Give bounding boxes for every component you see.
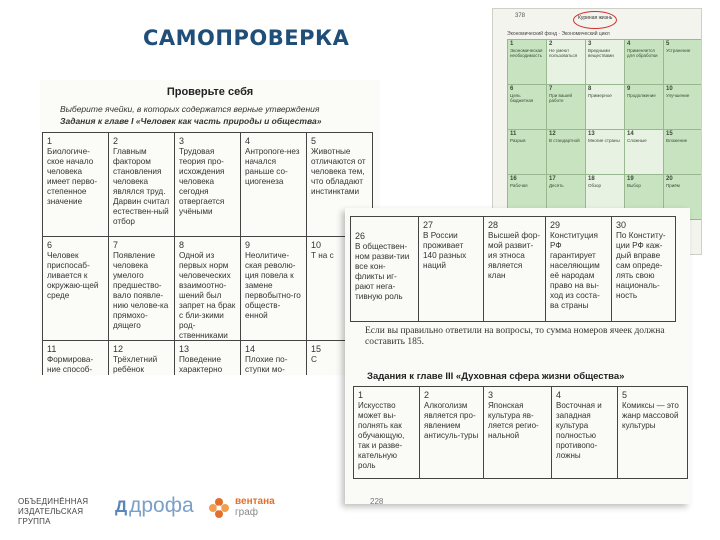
cell-number: 11 [510,131,517,137]
cell-number: 2 [113,136,119,146]
grid-cell [241,237,307,341]
green-grid [507,39,702,220]
cell-text: Вложение [666,138,688,143]
cell-number: 9 [245,240,251,250]
grid-cell [586,85,624,129]
page-heading: Проверьте себя [166,86,254,98]
cell-number: 4 [556,390,562,400]
grid-cell [508,40,546,84]
cell-number: 30 [616,220,627,230]
cell-number: 8 [179,240,185,250]
cell-text: Выбор [627,183,641,188]
cell-text: Улучшение [666,93,690,98]
cell-text: При вашей работе [549,93,572,103]
cell-number: 3 [588,41,592,47]
grid-cell [625,85,663,129]
cell-text: Трудовая теория про-исхождения человека сегодня отвергается учёными [179,147,225,216]
cell-text: Не умеют пользоваться [549,48,578,58]
cell-number: 4 [627,41,631,47]
cell-text: Сложные [627,138,647,143]
grid-cell [43,237,109,341]
cell-text: В обществен-ном разви-тии все кон-фликты иг-рают нега-тивную роль [355,242,410,301]
cell-number: 1 [47,136,53,146]
cell-number: 1 [510,41,514,47]
cell-number: 6 [47,240,53,250]
cell-number: 16 [510,176,517,182]
grid-cell [351,217,419,322]
cell-text: Главным фактором становления человека являлся труд. Дарвин считал естествен-ный отбор [113,147,170,226]
cell-number: 12 [113,344,124,354]
cell-text: Антропоге-нез начался раньше со-циогенеза [245,147,300,186]
grid-cell [175,237,241,341]
cell-number: 29 [550,220,561,230]
cell-number: 7 [549,86,553,92]
cell-number: 27 [423,220,434,230]
grid-cell [664,130,702,174]
cell-number: 5 [666,41,670,47]
cell-text: Японская культура яв-ляется регио-нальной [488,401,539,440]
cell-text: Одной из первых норм человеческих взаимоотно-шений был запрет на брак с бли-зкими род-ственниками [179,251,236,340]
cell-number: 14 [245,344,256,354]
section-heading: Задания к главе I «Человек как часть природы и общества» [60,116,322,126]
grid-cell [612,217,676,322]
cell-number: 14 [627,131,634,137]
cell-text: Человек приспосаб-ливается к окружаю-щей среде [47,251,99,300]
cell-text: Биологиче-ское начало человека имеет перво-степенное значение [47,147,98,206]
grid-cell [43,341,109,375]
ventana-flower-icon [208,497,230,519]
cell-text: Применяется для обработки [627,48,658,58]
ventana-label: вентана [235,496,275,507]
cell-text: Высшей фор-мой развит-ия этноса является клан [488,231,540,280]
answer-grid-chapter-1 [42,132,373,375]
cell-text: Поведение характерно [179,355,223,374]
cell-number: 5 [622,390,628,400]
grid-cell [175,133,241,237]
left-scanned-page [40,80,380,375]
logo-oig: ОБЪЕДИНЁННАЯ ИЗДАТЕЛЬСКАЯ ГРУППА [18,497,89,526]
section-heading-chapter-3: Задания к главе III «Духовная сфера жизни общества» [367,371,625,382]
grid-cell [546,217,612,322]
cell-number: 19 [627,176,634,182]
cell-text: Плохие по-ступки мо- [245,355,288,374]
circled-label: Куриная жизнь [573,11,617,29]
cell-number: 10 [311,240,322,250]
graf-label: граф [235,507,258,518]
drofa-bird-icon: Д [115,497,128,516]
cell-number: 20 [666,176,673,182]
cell-text: Т на с [311,251,334,260]
grid-cell [508,85,546,129]
cell-number: 3 [488,390,494,400]
cell-number: 7 [113,240,119,250]
grid-cell [175,341,241,375]
right-scanned-page [345,208,690,504]
grid-cell [43,133,109,237]
grid-cell [419,217,484,322]
grid-cell [484,217,546,322]
cell-text: Комиксы — это жанр массовой культуры [622,401,679,430]
cell-number: 4 [245,136,251,146]
cell-text: В России проживает 140 разных наций [423,231,467,270]
cell-text: Цель бюджетная [510,93,534,103]
cell-text: В стандартной [549,138,580,143]
cell-text: С [311,355,317,364]
cell-number: 3 [179,136,185,146]
cell-text: Конституция РФ гарантирует населяющим её народам право на вы-ход из соста-ва страны [550,231,600,310]
cell-number: 9 [627,86,631,92]
grid-cell [109,341,175,375]
grid-cell [625,130,663,174]
cell-text: Животные отличаются от человека тем, что обладают инстинктами [311,147,366,196]
slide-title: САМОПРОВЕРКА [143,26,350,50]
cell-number: 1 [358,390,364,400]
cell-text: Устранение [666,48,691,53]
cell-text: Искусство может вы-полнять как обучающую, так и разве-кательную роль [358,401,405,470]
cell-number: 13 [588,131,595,137]
grid-cell [664,40,702,84]
cell-number: 18 [588,176,595,182]
instruction-text: Выберите ячейки, в которых содержатся верные утверждения [60,104,320,114]
grid-cell [109,133,175,237]
cell-number: 6 [510,86,514,92]
grid-cell [552,387,618,479]
cell-text: Формирова-ние способ- [47,355,94,374]
grid-cell [664,85,702,129]
cell-number: 5 [311,136,317,146]
answer-grid-top [350,216,676,322]
cell-number: 17 [549,176,556,182]
cell-text: Продолжение [627,93,656,98]
cell-number: 15 [311,344,322,354]
cell-number: 11 [47,344,57,354]
cell-text: Примерное [588,93,612,98]
cell-text: Трёхлетний ребёнок [113,355,158,374]
cell-number: 2 [424,390,430,400]
cell-text: Алкоголизм является про-явлением антисуль-туры [424,401,479,440]
cell-number: 2 [549,41,553,47]
grid-cell [241,133,307,237]
grid-cell [586,40,624,84]
grid-cell [354,387,420,479]
cell-number: 8 [588,86,592,92]
grid-cell [109,237,175,341]
grid-cell [586,130,624,174]
grid-cell [625,40,663,84]
grid-cell [547,85,585,129]
back-page-subheader: Экономический фонд · Экономический цикл [507,31,610,37]
cell-number: 13 [179,344,190,354]
grid-cell [420,387,484,479]
back-page-number: 378 [515,13,526,19]
cell-text: Обзор [588,183,601,188]
grid-cell [547,40,585,84]
cell-text: Многие страны [588,138,620,143]
grid-cell [618,387,688,479]
cell-text: Рабочая [510,183,528,188]
cell-text: Вредными веществами [588,48,614,58]
cell-number: 15 [666,131,673,137]
grid-cell [547,130,585,174]
cell-text: Экономическая необходимость [510,48,543,58]
answer-grid-chapter-3 [353,386,688,479]
page-number: 228 [370,497,384,504]
cell-number: 28 [488,220,499,230]
cell-text: Восточная и западная культура полностью противопо-ложны [556,401,602,460]
cell-number: 12 [549,131,556,137]
sum-note: Если вы правильно ответили на вопросы, то сумма номеров ячеек должна составить 185. [365,326,665,347]
cell-text: Неолитиче-ская револю-ция повела к замене первобытно-го обществ-енной [245,251,301,320]
cell-text: Разрыв [510,138,526,143]
logo-drofa: Ддрофа [115,494,194,517]
cell-number: 10 [666,86,673,92]
cell-text: Десять [549,183,564,188]
grid-cell [241,341,307,375]
cell-text: По Конститу-ции РФ каж-дый вправе сам опреде-лять свою националь-ность [616,231,666,300]
grid-cell [508,130,546,174]
cell-text: Приём [666,183,680,188]
grid-cell [484,387,552,479]
cell-number: 26 [355,231,366,241]
cell-text: Появление человека умелого предшество-вало появле-нию челове-ка прямохо-дящего [113,251,169,330]
